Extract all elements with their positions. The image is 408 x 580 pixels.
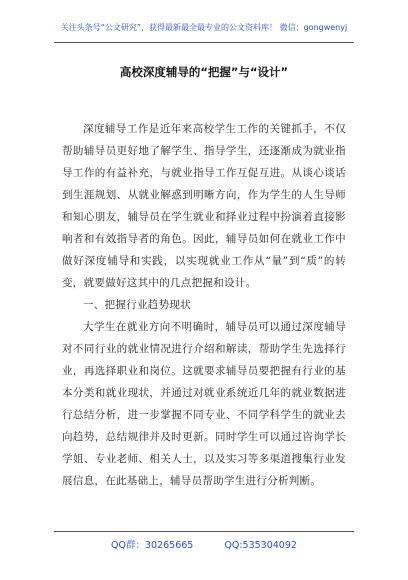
header-divider: [54, 42, 354, 43]
footer-qq: QQ:535304092: [224, 540, 297, 551]
footer-contact: [0, 537, 408, 551]
paragraph-section-1: 大学生在就业方向不明确时，辅导员可以通过深度辅导对不同行业的就业情况进行介绍和解读，帮助学生先选择行业，再选择职业和岗位。这就要求辅导员要把握有行业的基本分类和就业现状，并通过对就业系统近几年的就业数据进行总结分析，进一步掌握不同专业、不同学科学生的就业去向趋势，总结规律并及时更新。同时学生可以通过咨询学长学姐、专业老师、相关人士，以及实习等多渠道搜集行业发展信息，在此基础上，辅导员帮助学生进行分析判断。: [62, 321, 346, 487]
document-body: [62, 118, 346, 492]
footer-qq-group: QQ群：30265665: [111, 540, 194, 551]
section-heading: 一、把握行业趋势现状: [83, 299, 191, 311]
header-promo-text: 关注头条号“公文研究”，获得最新最全最专业的公文资料库！ 微信：gongwenyj: [60, 23, 348, 32]
footer-divider: [54, 531, 354, 532]
paragraph-intro: 深度辅导工作是近年来高校学生工作的关键抓手，不仅帮助辅导员更好地了解学生、指导学生，还逐渐成为就业指导工作的有益补充，与就业指导工作互促互进。从谈心谈话到生涯规划、从就业解惑到明晰方向，作为学生的人生导师和知心朋友，辅导员在学生就业和择业过程中扮演着直接影响者和有效指导者的角色。因此，辅导员如何在就业工作中做好深度辅导和实践，以实现就业工作从“量”到“质”的转变，就要做好这其中的几点把握和设计。: [62, 123, 346, 289]
document-title: 高校深度辅导的“把握”与“设计”: [119, 65, 289, 79]
